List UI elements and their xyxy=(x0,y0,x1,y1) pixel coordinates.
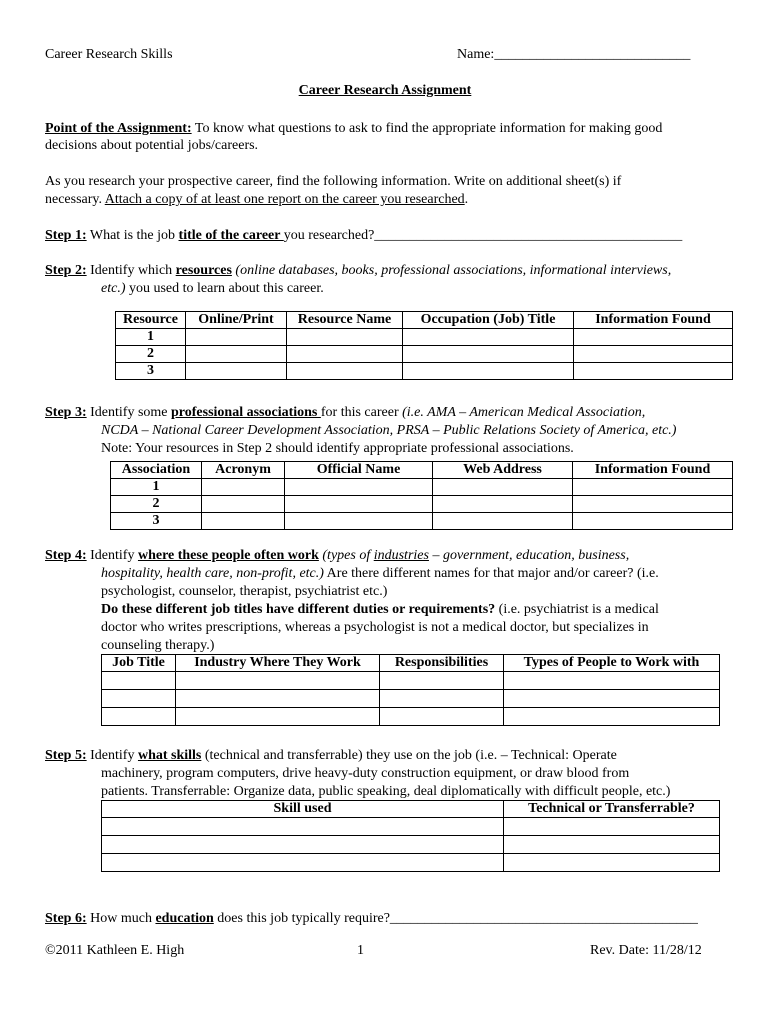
table-cell[interactable] xyxy=(574,363,733,380)
step5-text: Identify xyxy=(86,748,138,763)
copyright: ©2011 Kathleen E. High xyxy=(45,943,185,958)
table-cell[interactable] xyxy=(504,672,720,690)
step5-keyword: what skills xyxy=(137,748,202,763)
point-label: Point of the Assignment: xyxy=(45,121,192,136)
table-cell[interactable] xyxy=(285,496,433,513)
step1-text: What is the job xyxy=(86,228,179,243)
step2-examples: (online databases, books, professional associations, informational interviews, xyxy=(231,263,672,278)
table-cell[interactable] xyxy=(176,708,380,726)
col-information-found: Information Found xyxy=(574,312,733,329)
col-acronym: Acronym xyxy=(202,462,285,479)
step1-label: Step 1: xyxy=(45,228,87,243)
work-table xyxy=(101,654,720,726)
table-row xyxy=(102,690,720,708)
step4 xyxy=(45,547,629,564)
step1-answer-line[interactable]: you researched?____________________________________________ xyxy=(283,228,683,243)
step3-label: Step 3: xyxy=(45,405,87,420)
table-cell[interactable] xyxy=(202,496,285,513)
course-title: Career Research Skills xyxy=(45,47,173,62)
table-cell[interactable] xyxy=(186,363,287,380)
step4-text: Identify xyxy=(86,548,138,563)
table-cell[interactable] xyxy=(574,346,733,363)
table-cell[interactable] xyxy=(504,690,720,708)
resources-table xyxy=(115,311,733,380)
step4-types: (types of xyxy=(318,548,374,563)
table-cell[interactable] xyxy=(574,329,733,346)
row-number: 2 xyxy=(116,346,186,363)
intro-attach: Attach a copy of at least one report on the career you researched xyxy=(104,192,465,207)
table-cell[interactable] xyxy=(433,496,573,513)
table-row xyxy=(116,329,733,346)
table-cell[interactable] xyxy=(433,513,573,530)
row-number: 3 xyxy=(111,513,202,530)
col-association: Association xyxy=(111,462,202,479)
table-cell[interactable] xyxy=(573,513,733,530)
step5 xyxy=(45,747,617,764)
intro-line1: As you research your prospective career, find the following information. Write on additional sheet(s) if xyxy=(45,174,622,189)
table-cell[interactable] xyxy=(380,708,504,726)
step5-line2: machinery, program computers, drive heavy-duty construction equipment, or draw blood from xyxy=(101,766,630,781)
step2 xyxy=(45,262,671,279)
step4-question: Are there different names for that major and/or career? (i.e. xyxy=(323,566,659,581)
step4-line6: counseling therapy.) xyxy=(101,638,215,653)
table-cell[interactable] xyxy=(202,479,285,496)
table-cell[interactable] xyxy=(287,346,403,363)
row-number: 2 xyxy=(111,496,202,513)
table-row xyxy=(111,513,733,530)
table-cell[interactable] xyxy=(102,854,504,872)
step4-industries: industries xyxy=(373,548,429,563)
step3-keyword: professional associations xyxy=(171,405,321,420)
table-row xyxy=(102,672,720,690)
table-cell[interactable] xyxy=(403,363,574,380)
intro-line2 xyxy=(45,191,468,208)
row-number: 1 xyxy=(116,329,186,346)
step3-note: Note: Your resources in Step 2 should identify appropriate professional associations. xyxy=(101,441,574,456)
step4-example-text: (i.e. psychiatrist is a medical xyxy=(495,602,659,617)
page-number: 1 xyxy=(357,943,364,958)
col-resource-name: Resource Name xyxy=(287,312,403,329)
step4-question2: Do these different job titles have different duties or requirements? xyxy=(101,602,496,617)
point-text: To know what questions to ask to find the appropriate information for making good xyxy=(191,121,663,136)
associations-table xyxy=(110,461,733,530)
row-number: 3 xyxy=(116,363,186,380)
step4-examples: – government, education, business, xyxy=(428,548,630,563)
col-responsibilities: Responsibilities xyxy=(380,655,504,672)
table-cell[interactable] xyxy=(176,690,380,708)
point-paragraph xyxy=(45,120,662,137)
col-information-found: Information Found xyxy=(573,462,733,479)
col-occupation-title: Occupation (Job) Title xyxy=(403,312,574,329)
step2-line2 xyxy=(101,280,324,297)
table-row xyxy=(111,496,733,513)
table-cell[interactable] xyxy=(202,513,285,530)
step4-keyword: where these people often work xyxy=(137,548,319,563)
table-cell[interactable] xyxy=(504,708,720,726)
table-cell[interactable] xyxy=(285,479,433,496)
table-row xyxy=(116,363,733,380)
step6-keyword: education xyxy=(155,911,214,926)
table-cell[interactable] xyxy=(573,496,733,513)
step4-line4 xyxy=(101,601,659,618)
step3-line2: NCDA – National Career Development Association, PRSA – Public Relations Society of America, etc.) xyxy=(101,423,677,438)
table-row xyxy=(102,708,720,726)
table-cell[interactable] xyxy=(380,672,504,690)
name-field[interactable]: Name:____________________________ xyxy=(457,47,691,62)
assignment-title: Career Research Assignment xyxy=(298,83,472,98)
col-types-of-people: Types of People to Work with xyxy=(504,655,720,672)
table-row xyxy=(116,346,733,363)
table-cell[interactable] xyxy=(287,329,403,346)
step5-label: Step 5: xyxy=(45,748,87,763)
table-row xyxy=(102,854,720,872)
step4-label: Step 4: xyxy=(45,548,87,563)
skills-table xyxy=(101,800,720,872)
step2-text2: you used to learn about this career. xyxy=(125,281,324,296)
col-official-name: Official Name xyxy=(285,462,433,479)
step4-examples2: hospitality, health care, non-profit, etc.) xyxy=(101,566,324,581)
intro-text: necessary. xyxy=(45,192,105,207)
table-cell[interactable] xyxy=(186,329,287,346)
col-skill-used: Skill used xyxy=(102,801,504,818)
table-row xyxy=(102,818,720,836)
step2-text: Identify which xyxy=(86,263,176,278)
table-cell[interactable] xyxy=(573,479,733,496)
col-web-address: Web Address xyxy=(433,462,573,479)
step6-label: Step 6: xyxy=(45,911,87,926)
step3-text: Identify some xyxy=(86,405,171,420)
step3-text2: for this career xyxy=(320,405,403,420)
table-cell[interactable] xyxy=(186,346,287,363)
step5-line3: patients. Transferrable: Organize data, public speaking, deal diplomatically with difficult people, etc.) xyxy=(101,784,671,799)
step3-examples: (i.e. AMA – American Medical Association, xyxy=(402,405,646,420)
table-cell[interactable] xyxy=(102,836,504,854)
step1-keyword: title of the career xyxy=(178,228,284,243)
step4-line2 xyxy=(101,565,659,582)
col-industry: Industry Where They Work xyxy=(176,655,380,672)
table-cell[interactable] xyxy=(102,708,176,726)
col-technical-transferrable: Technical or Transferrable? xyxy=(504,801,720,818)
step4-line5: doctor who writes prescriptions, whereas a psychologist is not a medical doctor, but specializes in xyxy=(101,620,649,635)
step6-text: How much xyxy=(86,911,156,926)
step2-etc: etc.) xyxy=(101,281,126,296)
table-cell[interactable] xyxy=(504,818,720,836)
step2-label: Step 2: xyxy=(45,263,87,278)
col-resource: Resource xyxy=(116,312,186,329)
step6-answer-line[interactable]: does this job typically require?____________________________________________ xyxy=(213,911,698,926)
table-cell[interactable] xyxy=(176,672,380,690)
point-text-line2: decisions about potential jobs/careers. xyxy=(45,138,259,153)
row-number: 1 xyxy=(111,479,202,496)
revision-date: Rev. Date: 11/28/12 xyxy=(590,943,702,958)
step4-line3: psychologist, counselor, therapist, psychiatrist etc.) xyxy=(101,584,388,599)
table-row xyxy=(111,479,733,496)
table-cell[interactable] xyxy=(403,329,574,346)
table-cell[interactable] xyxy=(433,479,573,496)
table-cell[interactable] xyxy=(102,818,504,836)
table-cell[interactable] xyxy=(287,363,403,380)
step3 xyxy=(45,404,645,421)
step1 xyxy=(45,227,682,244)
step6 xyxy=(45,910,698,927)
table-row xyxy=(102,836,720,854)
table-cell[interactable] xyxy=(380,690,504,708)
col-online-print: Online/Print xyxy=(186,312,287,329)
table-cell[interactable] xyxy=(285,513,433,530)
intro-period: . xyxy=(464,192,469,207)
table-cell[interactable] xyxy=(504,854,720,872)
table-cell[interactable] xyxy=(504,836,720,854)
table-cell[interactable] xyxy=(102,690,176,708)
table-cell[interactable] xyxy=(102,672,176,690)
step5-text2: (technical and transferrable) they use on the job (i.e. – Technical: Operate xyxy=(201,748,617,763)
col-job-title: Job Title xyxy=(102,655,176,672)
step2-keyword: resources xyxy=(175,263,232,278)
table-cell[interactable] xyxy=(403,346,574,363)
